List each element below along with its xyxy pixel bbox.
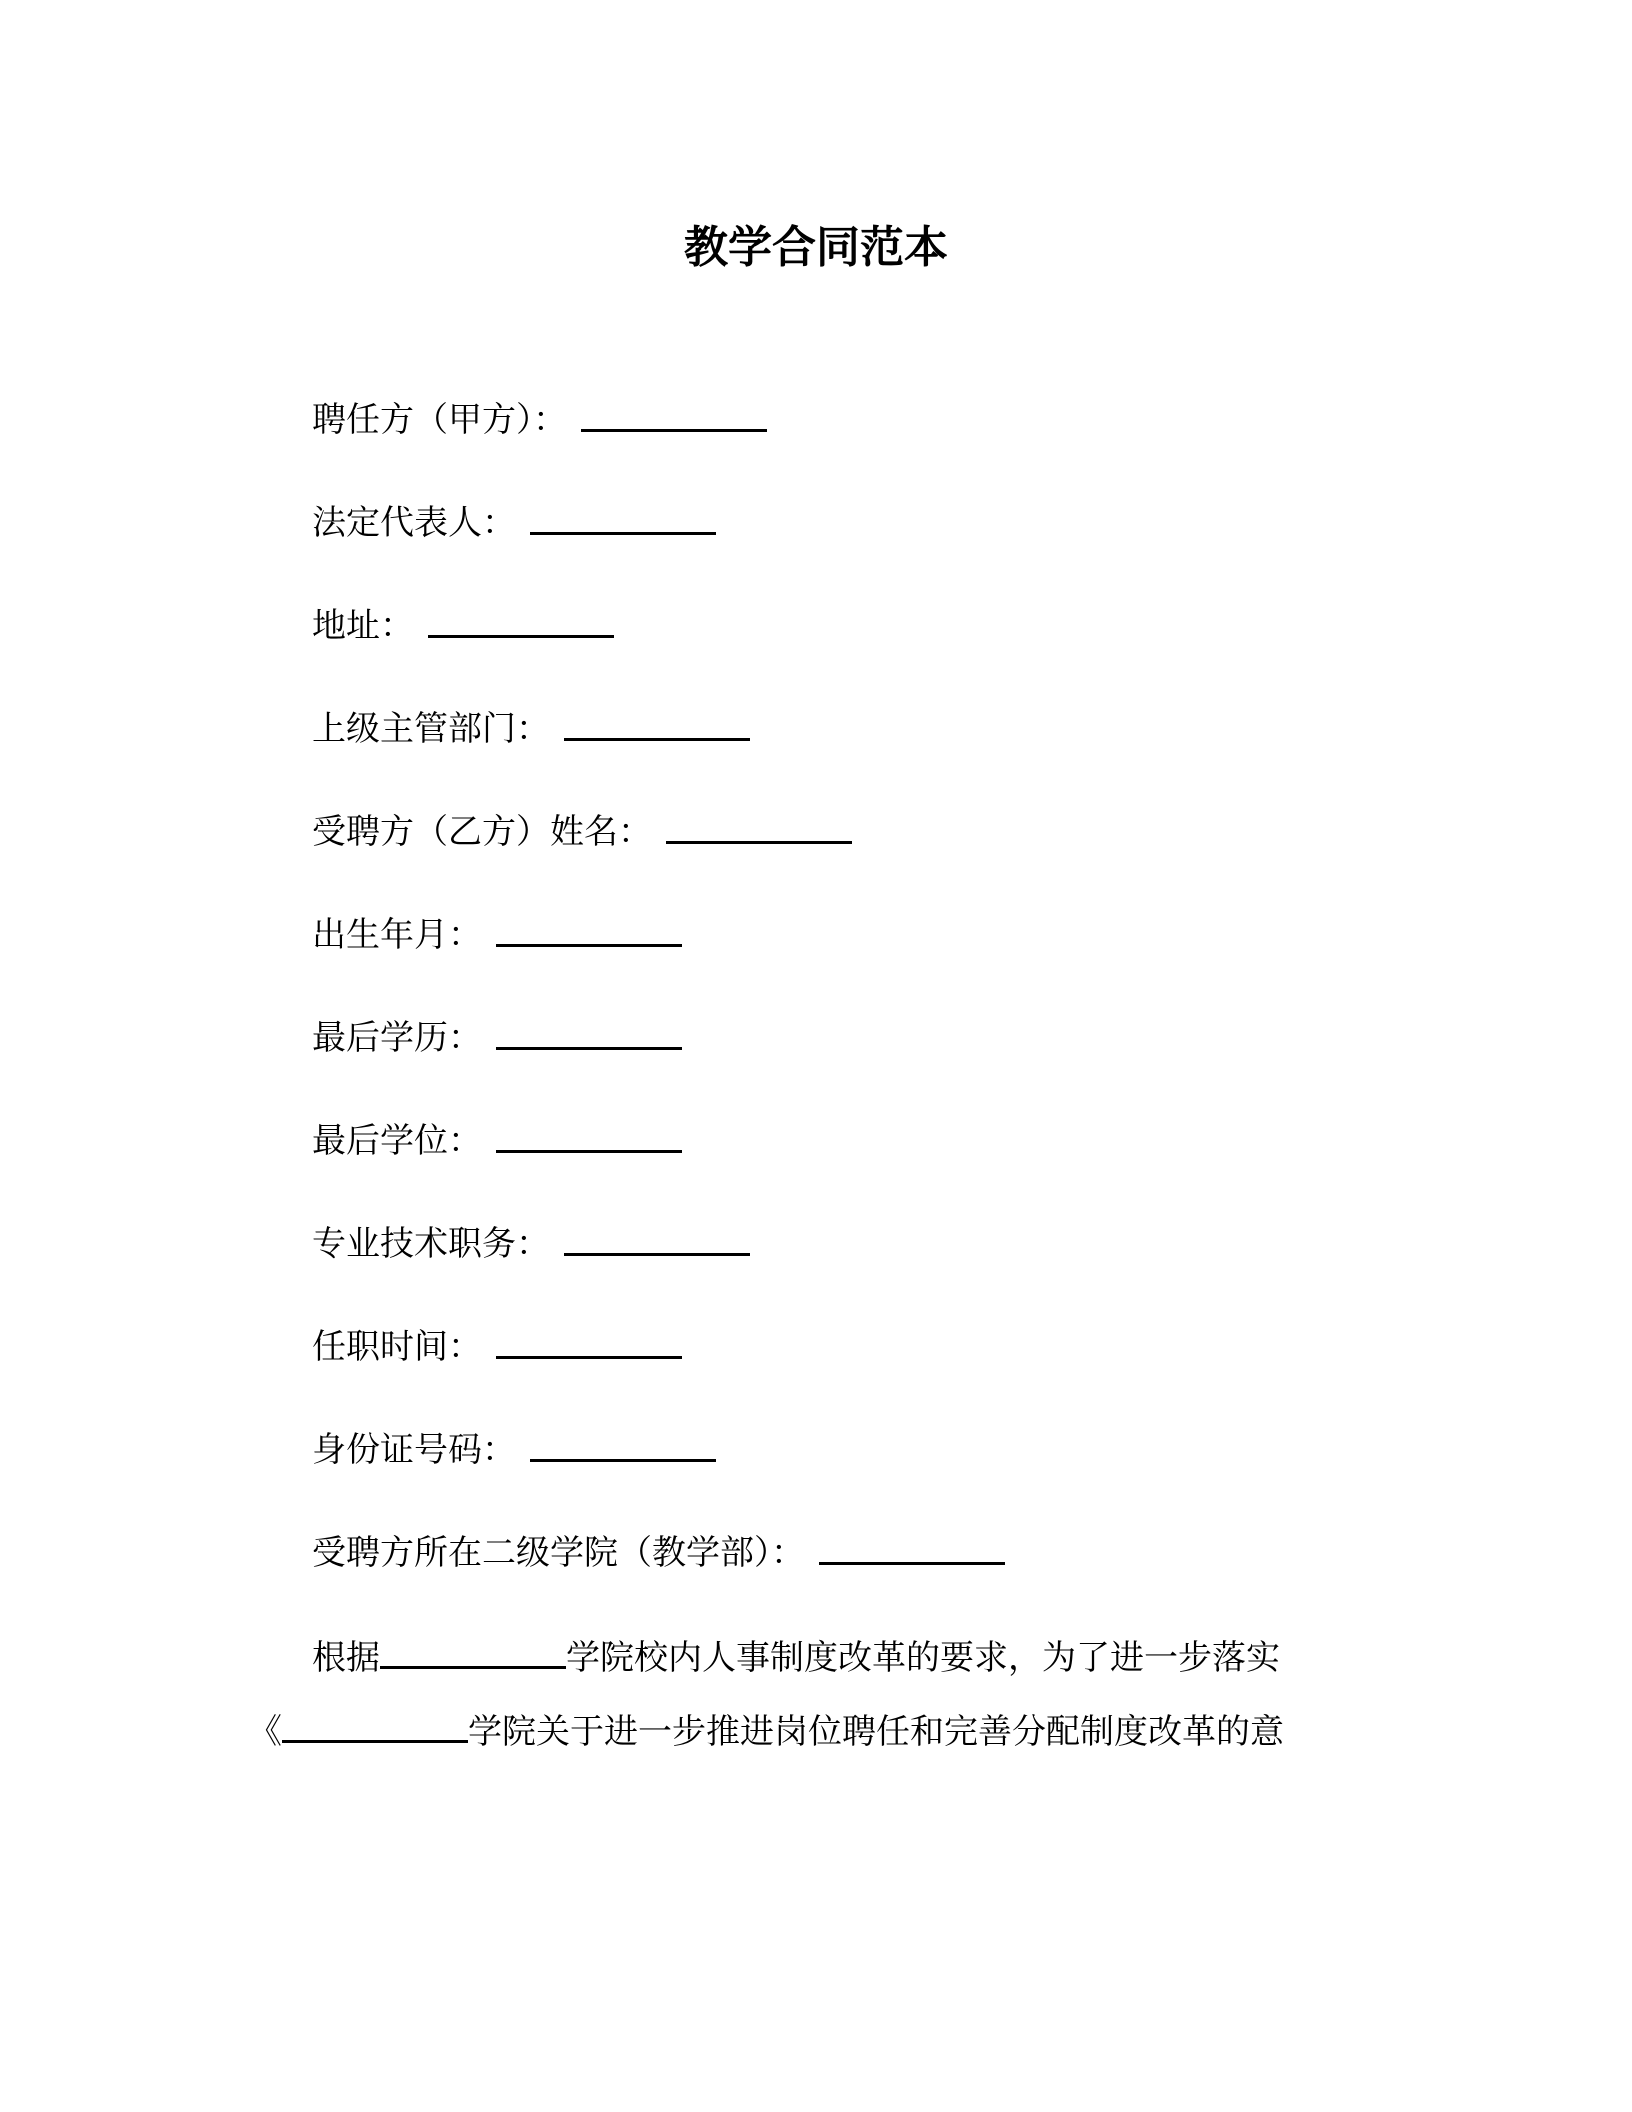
field-professional-title [312,1219,750,1269]
field-college [312,1528,1005,1578]
field-label: 法定代表人： [312,503,516,543]
fill-in-blank[interactable] [666,807,852,844]
field-label: 最后学位： [312,1121,482,1161]
paragraph-text: 《 [248,1712,282,1752]
paragraph-text: 学院关于进一步推进岗位聘任和完善分配制度改革的意 [468,1712,1284,1752]
field-label: 聘任方（甲方）： [312,400,567,440]
document-title: 教学合同范本 [684,222,948,273]
fill-in-blank[interactable] [282,1704,468,1743]
body-paragraph-line-1 [312,1630,1280,1686]
fill-in-blank[interactable] [496,910,682,947]
fill-in-blank[interactable] [564,1219,750,1256]
field-supervising-department [312,704,750,754]
field-employer [312,395,767,445]
paragraph-text: 学院校内人事制度改革的要求，为了进一步落实 [566,1638,1280,1678]
field-label: 出生年月： [312,915,482,955]
fill-in-blank[interactable] [428,601,614,638]
fill-in-blank[interactable] [380,1630,566,1669]
field-id-number [312,1425,716,1475]
fill-in-blank[interactable] [496,1322,682,1359]
field-degree [312,1116,682,1166]
field-label: 专业技术职务： [312,1224,550,1264]
fill-in-blank[interactable] [496,1013,682,1050]
fill-in-blank[interactable] [496,1116,682,1153]
field-label: 受聘方（乙方）姓名： [312,812,652,852]
fill-in-blank[interactable] [581,395,767,432]
field-label: 受聘方所在二级学院（教学部）： [312,1533,805,1573]
fill-in-blank[interactable] [564,704,750,741]
fill-in-blank[interactable] [530,1425,716,1462]
fill-in-blank[interactable] [819,1528,1005,1565]
field-label: 任职时间： [312,1327,482,1367]
field-address [312,601,614,651]
field-appointment-date [312,1322,682,1372]
field-label: 身份证号码： [312,1430,516,1470]
field-employee-name [312,807,852,857]
field-label: 地址： [312,606,414,646]
field-education [312,1013,682,1063]
fill-in-blank[interactable] [530,498,716,535]
field-legal-representative [312,498,716,548]
field-label: 上级主管部门： [312,709,550,749]
field-birth-date [312,910,682,960]
body-paragraph-line-2 [248,1704,1284,1760]
paragraph-text: 根据 [312,1638,380,1678]
field-label: 最后学历： [312,1018,482,1058]
